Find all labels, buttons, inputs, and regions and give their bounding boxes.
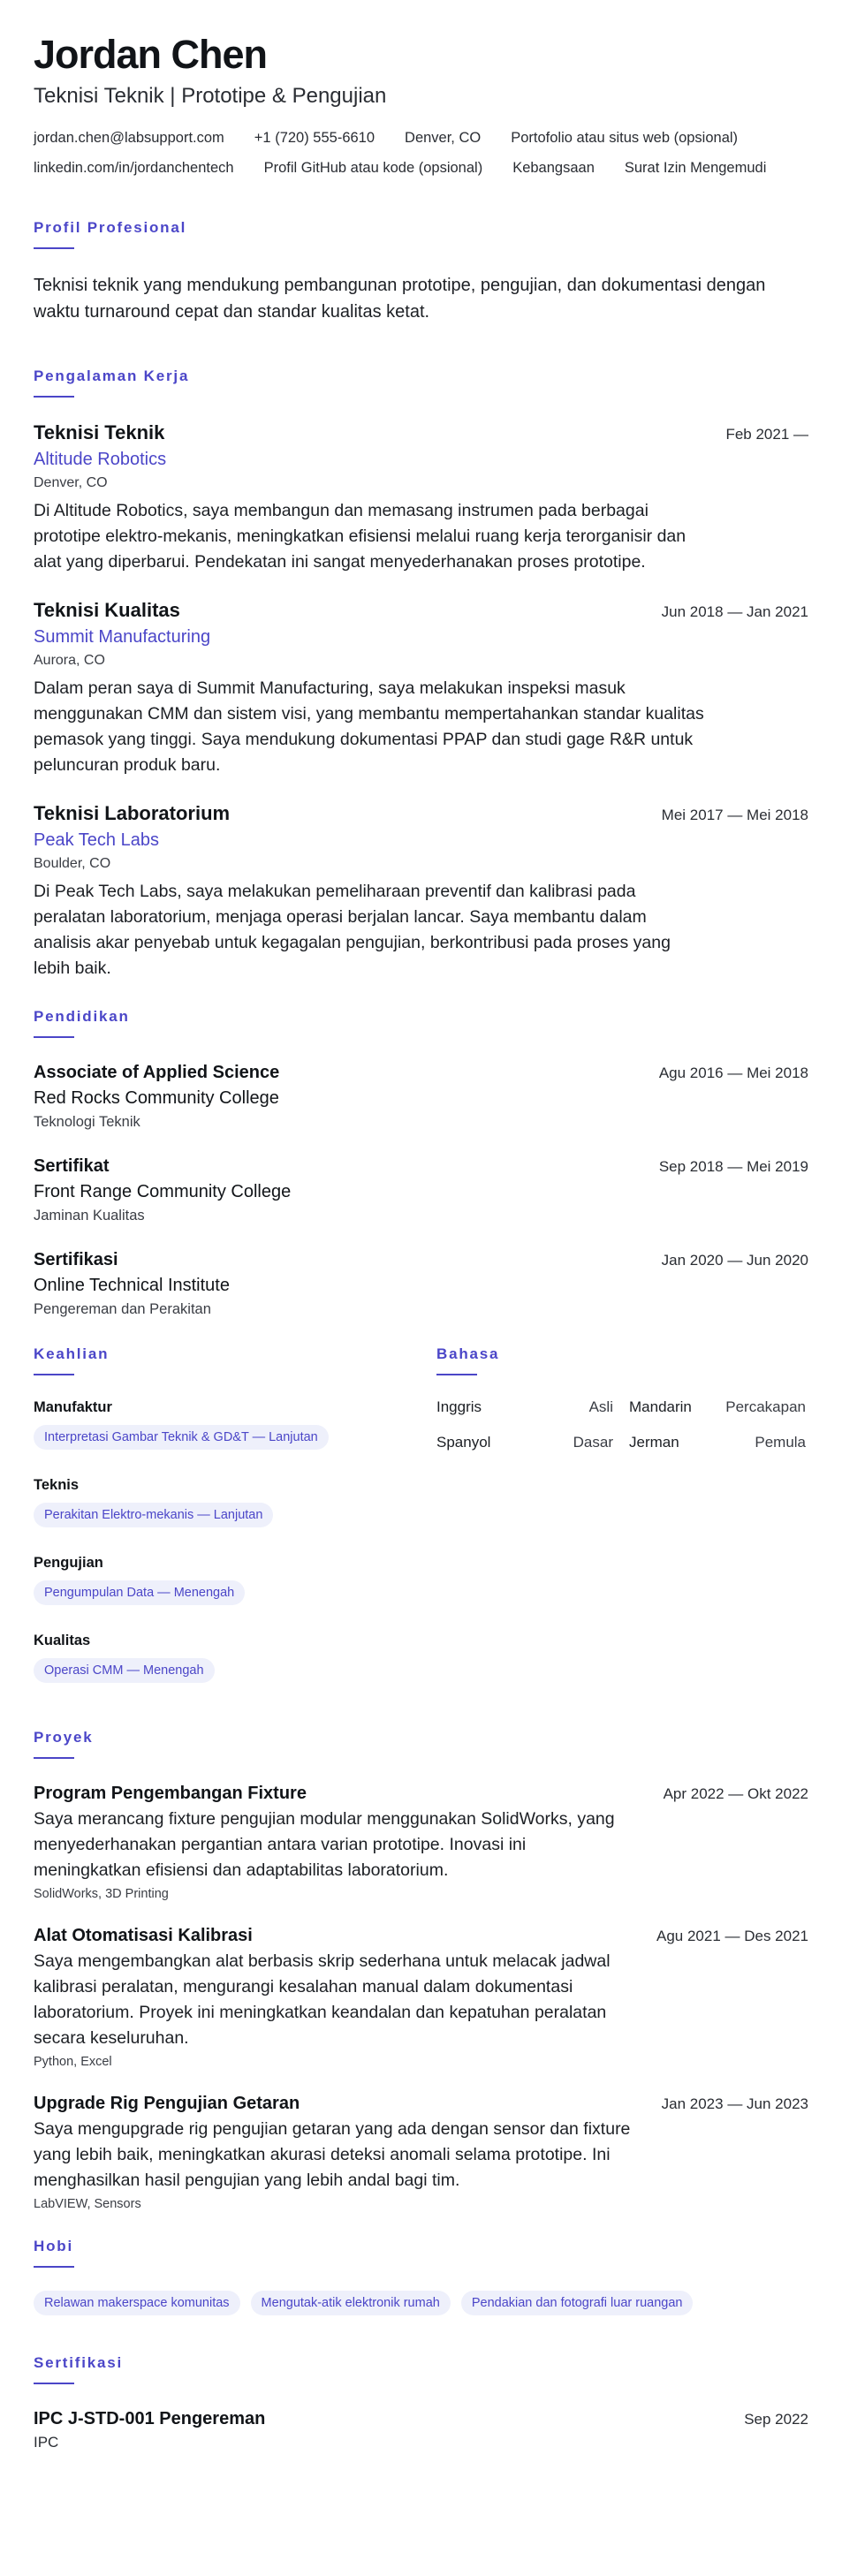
skill-category: Manufaktur [34, 1399, 112, 1415]
education-degree: Sertifikat [34, 1156, 110, 1176]
language-level: Percakapan [725, 1398, 806, 1415]
contact-phone[interactable]: +1 (720) 555-6610 [254, 130, 375, 146]
language-item [436, 1398, 613, 1416]
language-list [436, 1398, 807, 1451]
language-level: Pemula [755, 1434, 806, 1451]
profile-summary: Teknisi teknik yang mendukung pembangunan prototipe, pengujian, dan dokumentasi dengan waktu turnaround cepat dan standar kualitas ketat. [34, 276, 766, 322]
skill-category: Pengujian [34, 1555, 103, 1571]
job-description: Di Altitude Robotics, saya membangun dan memasang instrumen pada berbagai prototipe elektro-mekanis, meningkatkan efisiensi melalui ruang kerja terorganisir dan alat yang diperbarui. Pendekatan ini sangat menyederhanakan proses prototipe. [34, 501, 686, 572]
hobbies-section [34, 2238, 808, 2315]
experience-section [34, 367, 808, 981]
project-entry [34, 1782, 808, 1901]
certification-date: Sep 2022 [744, 2411, 808, 2428]
education-entry [34, 1155, 808, 1225]
section-divider [34, 1757, 74, 1759]
certification-entry [34, 2407, 808, 2451]
education-field: Pengereman dan Perakitan [34, 1301, 211, 1317]
languages-column [436, 1345, 807, 1709]
project-tech: SolidWorks, 3D Printing [34, 1887, 169, 1901]
job-location: Aurora, CO [34, 653, 105, 668]
project-description: Saya mengembangkan alat berbasis skrip sederhana untuk melacak jadwal kalibrasi peralatan, mengurangi kesalahan manual dalam dokumentasi laboratorium. Proyek ini meningkatkan keandalan dan kepatuhan peralatan secara keseluruhan. [34, 1951, 611, 2048]
projects-section [34, 1729, 808, 2211]
project-title: Alat Otomatisasi Kalibrasi [34, 1926, 253, 1945]
job-location: Boulder, CO [34, 856, 111, 871]
job-dates: Jun 2018 — Jan 2021 [661, 603, 808, 620]
skill-group [34, 1476, 436, 1554]
skill-group [34, 1554, 436, 1632]
job-company: Peak Tech Labs [34, 830, 159, 850]
candidate-title: Teknisi Teknik | Prototipe & Pengujian [34, 84, 387, 108]
profile-section [34, 219, 808, 325]
section-heading: Bahasa [436, 1345, 500, 1362]
project-description: Saya merancang fixture pengujian modular menggunakan SolidWorks, yang menyederhanakan pergantian antara varian prototipe. Inovasi ini meningkatkan efisiensi dan adaptabilitas laboratorium. [34, 1809, 615, 1880]
section-heading: Proyek [34, 1729, 94, 1746]
project-dates: Agu 2021 — Des 2021 [656, 1928, 808, 1944]
section-divider [34, 1374, 74, 1375]
project-title: Upgrade Rig Pengujian Getaran [34, 2094, 300, 2113]
skill-chip: Operasi CMM — Menengah [34, 1658, 215, 1683]
education-school: Front Range Community College [34, 1182, 292, 1201]
section-divider [34, 396, 74, 398]
language-item [629, 1434, 806, 1451]
job-dates: Mei 2017 — Mei 2018 [661, 807, 808, 823]
job-entry [34, 420, 808, 575]
education-school: Online Technical Institute [34, 1276, 230, 1295]
language-name: Jerman [629, 1434, 679, 1451]
contact-list [34, 129, 808, 177]
education-degree: Sertifikasi [34, 1250, 118, 1269]
skill-chip: Pengumpulan Data — Menengah [34, 1580, 245, 1605]
job-dates: Feb 2021 — [725, 426, 808, 443]
education-section [34, 1008, 808, 1319]
language-name: Mandarin [629, 1398, 692, 1415]
language-item [629, 1398, 806, 1416]
skill-group [34, 1632, 436, 1709]
project-entry [34, 1924, 808, 2069]
language-level: Dasar [573, 1434, 613, 1451]
hobby-list [34, 2291, 808, 2315]
certification-issuer: IPC [34, 2434, 59, 2451]
hobby-chip: Pendakian dan fotografi luar ruangan [461, 2291, 694, 2315]
section-divider [34, 247, 74, 249]
job-entry [34, 801, 808, 981]
contact-portfolio[interactable]: Portofolio atau situs web (opsional) [511, 130, 739, 146]
language-level: Asli [588, 1398, 613, 1415]
job-title: Teknisi Teknik [34, 421, 165, 443]
job-description: Dalam peran saya di Summit Manufacturing, saya melakukan inspeksi masuk menggunakan CMM dan sistem visi, yang membantu mempertahankan standar kualitas pemasok yang tinggi. Saya mendukung dokumentasi PPAP dan studi gage R&R untuk peluncuran produk baru. [34, 678, 704, 775]
project-tech: LabVIEW, Sensors [34, 2197, 141, 2211]
education-field: Jaminan Kualitas [34, 1208, 145, 1224]
education-field: Teknologi Teknik [34, 1114, 140, 1130]
section-divider [34, 2383, 74, 2384]
section-heading: Sertifikasi [34, 2354, 124, 2371]
section-divider [34, 2266, 74, 2268]
skill-chip: Interpretasi Gambar Teknik & GD&T — Lanjutan [34, 1425, 329, 1450]
project-dates: Apr 2022 — Okt 2022 [663, 1785, 808, 1802]
section-heading: Keahlian [34, 1345, 110, 1362]
contact-location: Denver, CO [405, 130, 482, 146]
skill-chip: Perakitan Elektro-mekanis — Lanjutan [34, 1503, 273, 1527]
hobby-chip: Relawan makerspace komunitas [34, 2291, 240, 2315]
job-title: Teknisi Laboratorium [34, 802, 231, 824]
candidate-name: Jordan Chen [34, 32, 268, 77]
hobby-chip: Mengutak-atik elektronik rumah [251, 2291, 451, 2315]
language-item [436, 1434, 613, 1451]
project-tech: Python, Excel [34, 2055, 112, 2069]
language-name: Spanyol [436, 1434, 491, 1451]
education-entry [34, 1061, 808, 1132]
section-heading: Profil Profesional [34, 219, 187, 236]
skill-group [34, 1398, 436, 1476]
job-entry [34, 598, 808, 778]
contact-linkedin[interactable]: linkedin.com/in/jordanchentech [34, 160, 234, 176]
project-entry [34, 2092, 808, 2211]
section-heading: Pengalaman Kerja [34, 367, 190, 384]
job-company: Altitude Robotics [34, 450, 167, 469]
skills-languages-section [34, 1345, 808, 1709]
contact-driving-license: Surat Izin Mengemudi [624, 160, 767, 176]
certification-title: IPC J-STD-001 Pengereman [34, 2409, 266, 2428]
job-title: Teknisi Kualitas [34, 599, 180, 621]
contact-github[interactable]: Profil GitHub atau kode (opsional) [263, 160, 483, 176]
job-description: Di Peak Tech Labs, saya melakukan pemeliharaan preventif dan kalibrasi pada peralatan laboratorium, menjaga operasi berjalan lancar. Saya membantu dalam analisis akar penyebab untuk kegagalan pengujian, berkontribusi pada proses yang lebih baik. [34, 882, 671, 978]
project-description: Saya mengupgrade rig pengujian getaran yang ada dengan sensor dan fixture yang lebih baik, meningkatkan akurasi deteksi anomali selama prototipe. Ini menghasilkan hasil pengujian yang lebih andal bagi tim. [34, 2119, 631, 2190]
project-title: Program Pengembangan Fixture [34, 1784, 307, 1803]
skill-category: Kualitas [34, 1633, 91, 1648]
contact-email[interactable]: jordan.chen@labsupport.com [34, 130, 224, 146]
education-dates: Sep 2018 — Mei 2019 [658, 1158, 808, 1175]
education-entry [34, 1248, 808, 1319]
section-heading: Pendidikan [34, 1008, 130, 1025]
skills-column [34, 1345, 436, 1709]
section-divider [34, 1036, 74, 1038]
education-degree: Associate of Applied Science [34, 1063, 280, 1082]
skill-category: Teknis [34, 1477, 80, 1493]
education-dates: Jan 2020 — Jun 2020 [661, 1252, 808, 1269]
section-heading: Hobi [34, 2238, 73, 2254]
language-name: Inggris [436, 1398, 482, 1415]
contact-nationality: Kebangsaan [512, 160, 595, 176]
section-divider [436, 1374, 477, 1375]
resume-header [34, 32, 808, 177]
certifications-section [34, 2354, 808, 2451]
job-company: Summit Manufacturing [34, 627, 211, 647]
project-dates: Jan 2023 — Jun 2023 [661, 2095, 808, 2112]
education-school: Red Rocks Community College [34, 1088, 279, 1108]
education-dates: Agu 2016 — Mei 2018 [658, 1064, 808, 1081]
job-location: Denver, CO [34, 475, 108, 490]
